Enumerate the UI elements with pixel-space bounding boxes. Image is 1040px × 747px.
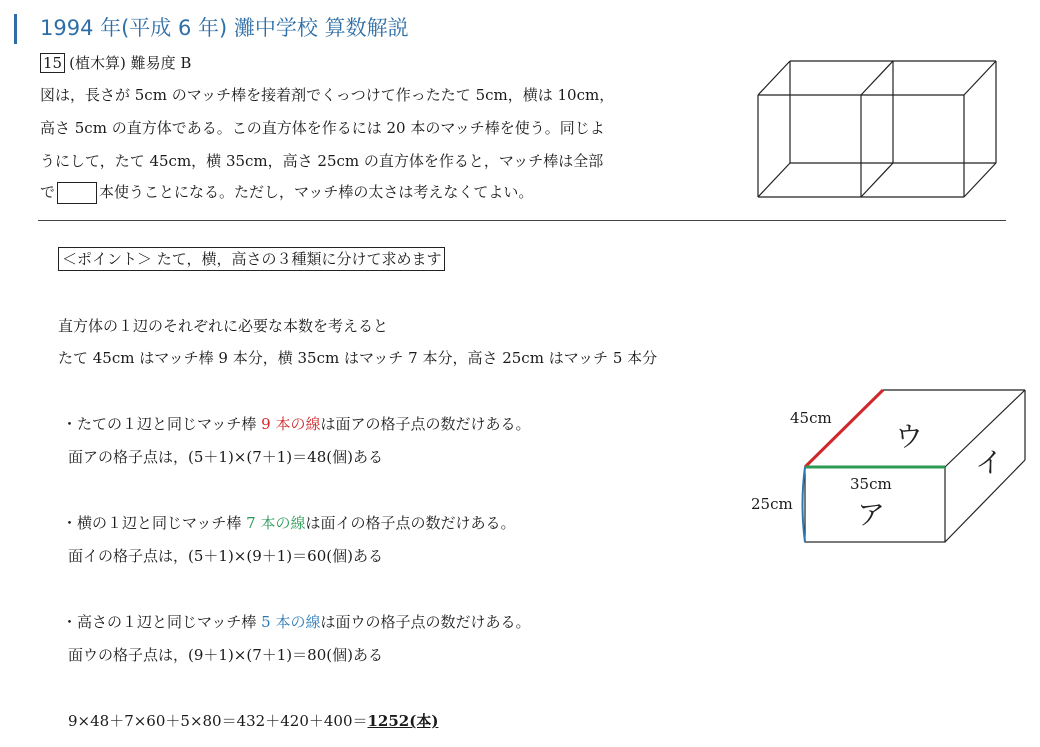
cuboid-figure-small (750, 55, 1006, 201)
fig1-edge (861, 163, 893, 197)
final-answer: 1252(本) (367, 712, 439, 730)
item-1-pre: ・たての１辺と同じマッチ棒 (62, 415, 262, 433)
final-equation (68, 710, 438, 731)
fig1-edge (861, 61, 893, 95)
item-2-post: は面イの格子点の数だけある。 (305, 514, 516, 532)
item-1-post: は面アの格子点の数だけある。 (320, 415, 531, 433)
problem-line-4-post: 本使うことになる。ただし，マッチ棒の太さは考えなくてよい。 (99, 183, 534, 201)
item-2-calc: 面イの格子点は，(5＋1)×(9＋1)＝60(個)ある (68, 547, 383, 565)
label-45cm: 45cm (790, 409, 832, 427)
face-i-label: イ (975, 446, 1004, 479)
problem-topic: (植木算) 難易度 B (69, 54, 192, 72)
item-3-pre: ・高さの１辺と同じマッチ棒 (62, 613, 262, 631)
label-35cm: 35cm (850, 475, 892, 493)
item-3-line (62, 611, 531, 632)
problem-line-1: 図は，長さが 5cm のマッチ棒を接着剤でくっつけて作ったたて 5cm，横は 10cm， (40, 86, 615, 104)
problem-line-2: 高さ 5cm の直方体である。この直方体を作るには 20 本のマッチ棒を使う。同じよ (40, 119, 605, 137)
item-1-calc: 面アの格子点は，(5＋1)×(7＋1)＝48(個)ある (68, 448, 383, 466)
item-2-line (62, 512, 516, 533)
fig1-edge (758, 61, 790, 95)
title-accent-bar (14, 14, 17, 44)
label-25cm: 25cm (751, 495, 793, 513)
page-title: 1994 年(平成 6 年) 灘中学校 算数解説 (40, 16, 409, 40)
answer-blank (57, 182, 97, 204)
fig1-edge (964, 163, 996, 197)
item-1-highlight: 9 本の線 (261, 415, 321, 433)
section-divider (38, 220, 1006, 221)
face-a-label: ア (857, 498, 886, 531)
problem-header (40, 52, 191, 73)
item-3-highlight: 5 本の線 (261, 613, 321, 631)
fig1-edge (758, 163, 790, 197)
point-box: ＜ポイント＞ たて，横，高さの３種類に分けて求めます (58, 247, 445, 271)
item-3-calc: 面ウの格子点は，(9＋1)×(7＋1)＝80(個)ある (68, 646, 383, 664)
item-2-pre: ・横の１辺と同じマッチ棒 (62, 514, 247, 532)
item-3-post: は面ウの格子点の数だけある。 (320, 613, 531, 631)
cuboid-figure-labeled (745, 382, 1030, 552)
item-1-line (62, 413, 531, 434)
solution-intro-1: 直方体の１辺のそれぞれに必要な本数を考えると (58, 317, 389, 335)
face-u-label: ウ (895, 420, 924, 453)
item-2-highlight: 7 本の線 (246, 514, 306, 532)
problem-line-4-pre: で (40, 183, 56, 201)
solution-intro-2: たて 45cm はマッチ棒 9 本分，横 35cm はマッチ 7 本分，高さ 25cm はマッチ 5 本分 (58, 349, 658, 367)
final-expression: 9×48＋7×60＋5×80＝432＋420＋400＝ (68, 712, 368, 730)
fig1-edge (964, 61, 996, 95)
problem-number: 15 (40, 53, 65, 73)
depth-edge-red (805, 390, 883, 467)
problem-line-4 (40, 181, 533, 204)
problem-line-3: うにして，たて 45cm，横 35cm，高さ 25cm の直方体を作ると，マッチ棒は全部 (40, 152, 604, 170)
